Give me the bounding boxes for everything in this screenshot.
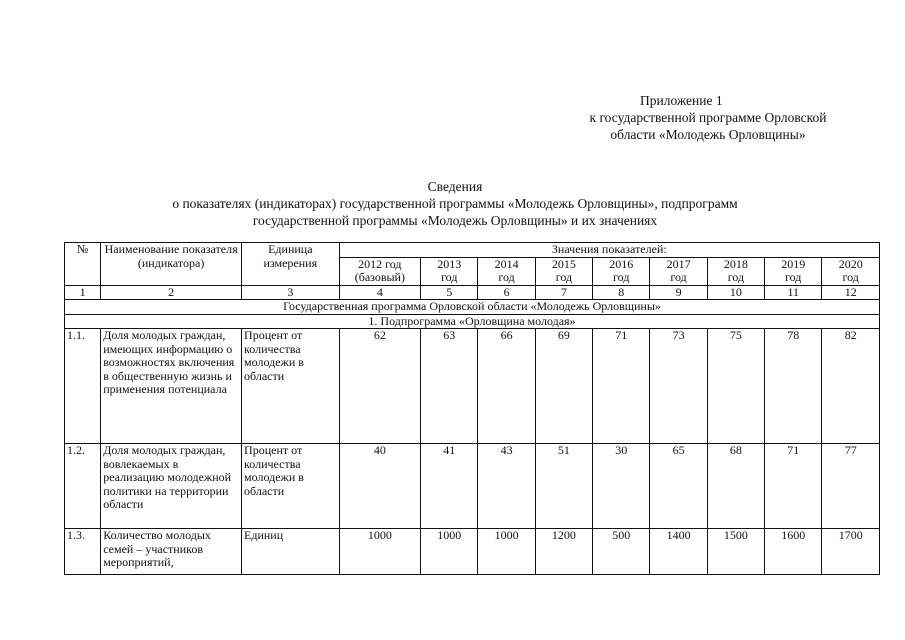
year-sublabel: год: [498, 270, 515, 284]
table-row: [65, 444, 880, 529]
heading-line-2: о показателях (индикаторах) государственной программы «Молодежь Орловщины», подпрограмм: [172, 196, 738, 211]
column-number: 10: [707, 285, 764, 300]
year-header: [650, 257, 707, 285]
unit-cell: Процент от количества молодежи в области: [242, 329, 340, 444]
value-cell: 1200: [535, 529, 592, 575]
heading-line-3: государственной программы «Молодежь Орловщины» и их значениях: [252, 213, 658, 228]
value-cell: 71: [593, 329, 650, 444]
program-row: [65, 300, 880, 315]
value-cell: 1400: [650, 529, 707, 575]
year-header: [421, 257, 478, 285]
header-unit: Единица измерения: [242, 243, 340, 286]
value-cell: 82: [822, 329, 880, 444]
column-number: 5: [421, 285, 478, 300]
value-cell: 68: [707, 444, 764, 529]
year-header: [707, 257, 764, 285]
year-label: 2017: [666, 256, 691, 271]
value-cell: 65: [650, 444, 707, 529]
indicator-name: Доля молодых граждан, вовлекаемых в реализацию молодежной политики на территории области: [101, 444, 242, 529]
year-header: [765, 257, 822, 285]
indicators-table: [64, 242, 880, 575]
year-label: 2019: [781, 256, 806, 271]
column-number: 6: [478, 285, 535, 300]
column-number: 1: [65, 285, 101, 300]
appendix-line-2: к государственной программе Орловской: [589, 110, 827, 125]
column-number: 4: [339, 285, 420, 300]
year-header: [478, 257, 535, 285]
value-cell: 41: [421, 444, 478, 529]
year-sublabel: год: [613, 270, 630, 284]
value-cell: 40: [339, 444, 420, 529]
value-cell: 51: [535, 444, 592, 529]
year-sublabel: год: [727, 270, 745, 284]
value-cell: 1000: [339, 529, 420, 575]
appendix-line-1: Приложение 1: [640, 93, 723, 108]
value-cell: 1000: [421, 529, 478, 575]
column-number: 9: [650, 285, 707, 300]
value-cell: 69: [535, 329, 592, 444]
year-label: 2012 год: [358, 256, 402, 271]
year-label: 2015: [551, 256, 576, 271]
year-label: 2013: [437, 256, 462, 271]
subprogram-row: [65, 314, 880, 329]
column-number: 3: [242, 285, 340, 300]
value-cell: 62: [339, 329, 420, 444]
year-sublabel: год: [441, 270, 458, 284]
value-cell: 78: [765, 329, 822, 444]
value-cell: 43: [478, 444, 535, 529]
appendix-block: [548, 92, 868, 143]
value-cell: 30: [593, 444, 650, 529]
year-label: 2016: [609, 256, 634, 271]
year-header: [339, 257, 420, 285]
table-row: [65, 329, 880, 444]
column-number: 7: [535, 285, 592, 300]
heading-line-1: Сведения: [427, 179, 483, 194]
value-cell: 71: [765, 444, 822, 529]
year-header: [593, 257, 650, 285]
year-header: [535, 257, 592, 285]
value-cell: 500: [593, 529, 650, 575]
data-rows: [65, 329, 880, 575]
column-number: 2: [101, 285, 242, 300]
value-cell: 77: [822, 444, 880, 529]
year-sublabel: год: [785, 270, 802, 284]
table-row: [65, 529, 880, 575]
year-label: 2018: [723, 256, 748, 271]
year-label: 2014: [494, 256, 519, 271]
header-values: Значения показателей:: [339, 243, 879, 258]
year-sublabel: год: [670, 270, 687, 284]
row-number: 1.2.: [65, 444, 101, 529]
column-number: 8: [593, 285, 650, 300]
header-no: №: [65, 243, 101, 286]
row-number: 1.3.: [65, 529, 101, 575]
year-sublabel: (базовый): [354, 270, 405, 284]
value-cell: 1700: [822, 529, 880, 575]
column-number: 11: [765, 285, 822, 300]
year-sublabel: год: [555, 270, 573, 284]
indicator-name: Доля молодых граждан, имеющих информацию о возможностях включения в общественную жизнь и применения потенциала: [101, 329, 242, 444]
program-title: Государственная программа Орловской области «Молодежь Орловщины»: [65, 300, 880, 315]
column-number: 12: [822, 285, 880, 300]
document-heading: [60, 178, 850, 229]
value-cell: 66: [478, 329, 535, 444]
row-number: 1.1.: [65, 329, 101, 444]
subprogram-title: 1. Подпрограмма «Орловщина молодая»: [65, 314, 880, 329]
year-label: 2020: [838, 256, 863, 271]
value-cell: 63: [421, 329, 478, 444]
value-cell: 1000: [478, 529, 535, 575]
appendix-line-3: области «Молодежь Орловщины»: [610, 127, 806, 142]
indicator-name: Количество молодых семей – участников мероприятий,: [101, 529, 242, 575]
year-header: [822, 257, 880, 285]
value-cell: 75: [707, 329, 764, 444]
year-sublabel: год: [842, 270, 859, 284]
column-numbers-row: [65, 285, 880, 300]
value-cell: 1600: [765, 529, 822, 575]
header-name: Наименование показателя (индикатора): [101, 243, 242, 286]
unit-cell: Процент от количества молодежи в области: [242, 444, 340, 529]
unit-cell: Единиц: [242, 529, 340, 575]
value-cell: 1500: [707, 529, 764, 575]
value-cell: 73: [650, 329, 707, 444]
header-row: [65, 243, 880, 258]
